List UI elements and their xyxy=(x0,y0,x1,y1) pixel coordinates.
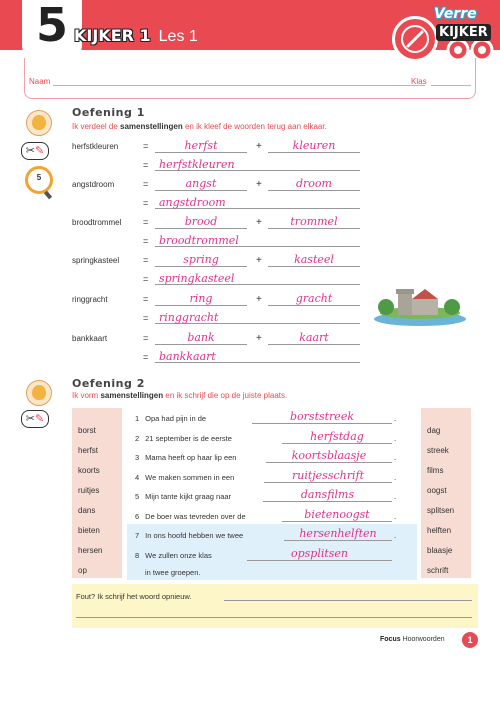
equals-sign: = xyxy=(143,294,149,304)
lesson-label: Les 1 xyxy=(158,28,198,45)
sentence-answer[interactable]: opsplitsen xyxy=(247,548,392,561)
sentence-8-continuation: in twee groepen. xyxy=(145,568,201,577)
compound-word: bankkaart xyxy=(72,334,108,343)
compound-word: angstdroom xyxy=(72,180,115,189)
right-word: films xyxy=(427,466,444,475)
sentence-answer[interactable]: bietenoogst xyxy=(282,509,392,522)
left-word: borst xyxy=(78,426,96,435)
exercise1-title: Oefening 1 xyxy=(72,106,145,119)
answer-part2[interactable]: kleuren xyxy=(268,140,360,153)
equals-sign: = xyxy=(143,217,149,227)
scissors-pencil-icon: ✂✎ xyxy=(21,142,49,160)
sentence-answer[interactable]: herfstdag xyxy=(282,431,392,444)
answer-joined[interactable]: ringgracht xyxy=(155,312,360,324)
sentence xyxy=(135,551,212,560)
right-word: streek xyxy=(427,446,449,455)
right-word: helften xyxy=(427,526,452,535)
answer-part1[interactable]: spring xyxy=(155,254,247,267)
answer-part1[interactable]: herfst xyxy=(155,140,247,153)
footer-focus: Focus xyxy=(380,636,401,643)
left-word-box xyxy=(72,408,122,578)
lesson-number-badge xyxy=(22,0,82,56)
answer-joined[interactable]: springkasteel xyxy=(155,273,360,285)
sentence-text: Mijn tante kijkt graag naar xyxy=(145,492,232,501)
compound-word: springkasteel xyxy=(72,256,120,265)
sentence-text: Opa had pijn in de xyxy=(145,414,207,423)
sentence-number: 1 xyxy=(135,414,140,423)
verrekijker-logo xyxy=(432,4,496,66)
answer-part1[interactable]: brood xyxy=(155,216,247,229)
answer-joined[interactable]: bankkaart xyxy=(155,351,360,363)
logo-text-2: KIJKER xyxy=(436,24,491,41)
sentence-period: . xyxy=(394,433,397,443)
right-word: schrift xyxy=(427,566,449,575)
answer-joined[interactable]: broodtrommel xyxy=(155,235,360,247)
right-word: dag xyxy=(427,426,441,435)
lesson-number: 5 xyxy=(35,0,68,52)
page-number: 1 xyxy=(462,632,478,648)
sentence-answer[interactable]: hersenhelften xyxy=(284,528,392,541)
left-word: dans xyxy=(78,506,96,515)
equals-sign: = xyxy=(143,333,149,343)
left-word: hersen xyxy=(78,546,103,555)
sentence-number: 5 xyxy=(135,492,140,501)
equals-sign: = xyxy=(143,236,149,246)
sentence-text: 21 september is de eerste xyxy=(145,433,232,443)
compound-word: broodtrommel xyxy=(72,218,122,227)
answer-part2[interactable]: kaart xyxy=(268,332,360,345)
sentence-answer[interactable]: ruitjesschrift xyxy=(264,470,392,483)
plus-sign: + xyxy=(256,294,262,305)
plus-sign: + xyxy=(256,217,262,228)
name-line[interactable] xyxy=(53,85,425,86)
sentence xyxy=(135,473,234,482)
lesson-title xyxy=(74,26,198,48)
right-word-box xyxy=(421,408,471,578)
sentence-period: . xyxy=(394,414,397,423)
sentence-period: . xyxy=(394,472,397,482)
sentence-text: We zullen onze klas xyxy=(145,550,212,560)
sentence xyxy=(135,434,232,443)
sentence-period: . xyxy=(394,453,397,462)
answer-part1[interactable]: ring xyxy=(155,293,247,306)
answer-part2[interactable]: droom xyxy=(268,178,360,191)
correction-line[interactable] xyxy=(224,600,472,601)
sentence-text: In ons hoofd hebben we twee xyxy=(145,531,244,540)
answer-joined[interactable]: angstdroom xyxy=(155,197,360,209)
sentence-answer[interactable]: dansfilms xyxy=(263,489,392,502)
sentence xyxy=(135,531,243,540)
equals-sign: = xyxy=(143,198,149,208)
answer-part1[interactable]: bank xyxy=(155,332,247,345)
equals-sign: = xyxy=(143,352,149,362)
section-label: KIJKER 1 xyxy=(74,26,151,45)
sentence xyxy=(135,512,246,521)
scissors-pencil-icon: ✂✎ xyxy=(21,410,49,428)
plus-sign: + xyxy=(256,179,262,190)
footer-topic: Hoorwoorden xyxy=(402,636,445,643)
child-head-icon xyxy=(26,380,52,406)
sentence-answer[interactable]: koortsblaasje xyxy=(266,450,392,463)
exercise2-instruction: Ik vorm samenstellingen en ik schrijf die op de juiste plaats. xyxy=(72,391,288,400)
sentence xyxy=(135,453,236,462)
sentence-number: 3 xyxy=(135,453,140,462)
sentence xyxy=(135,414,206,423)
correction-line[interactable] xyxy=(76,617,472,618)
correction-label: Fout? Ik schrijf het woord opnieuw. xyxy=(76,592,192,601)
answer-part2[interactable]: trommel xyxy=(268,216,360,229)
answer-joined[interactable]: herfstkleuren xyxy=(155,159,360,171)
child-head-icon xyxy=(26,110,52,136)
left-word: ruitjes xyxy=(78,486,100,495)
castle-illustration xyxy=(372,283,468,327)
name-bar xyxy=(24,58,476,99)
compound-word: ringgracht xyxy=(72,295,108,304)
right-word: oogst xyxy=(427,486,447,495)
right-word: splitsen xyxy=(427,506,455,515)
equals-sign: = xyxy=(143,255,149,265)
class-label: Klas xyxy=(411,77,427,86)
plus-sign: + xyxy=(256,255,262,266)
sentence-text: De boer was tevreden over de xyxy=(145,511,246,521)
sentence-period: . xyxy=(394,492,397,501)
sentence-number: 4 xyxy=(135,472,140,482)
name-label: Naam xyxy=(29,77,51,86)
left-word: herfst xyxy=(78,446,99,455)
class-line[interactable] xyxy=(431,85,471,86)
answer-part2[interactable]: gracht xyxy=(268,293,360,306)
sentence-period: . xyxy=(394,511,397,521)
answer-part2[interactable]: kasteel xyxy=(268,254,360,267)
plus-sign: + xyxy=(256,141,262,152)
equals-sign: = xyxy=(143,179,149,189)
equals-sign: = xyxy=(143,274,149,284)
equals-sign: = xyxy=(143,160,149,170)
sentence-number: 8 xyxy=(135,550,140,560)
timer-number: 5 xyxy=(36,173,42,182)
plus-sign: + xyxy=(256,333,262,344)
exercise1-instruction: Ik verdeel de samenstellingen en ik kleef de woorden terug aan elkaar. xyxy=(72,122,327,131)
sentence-answer[interactable]: borststreek xyxy=(252,411,392,424)
equals-sign: = xyxy=(143,313,149,323)
compound-word: herfstkleuren xyxy=(72,142,119,151)
sentence-number: 7 xyxy=(135,531,140,540)
answer-part1[interactable]: angst xyxy=(155,178,247,191)
sentence-number: 6 xyxy=(135,511,140,521)
right-word: blaasje xyxy=(427,546,453,555)
exercise2-title: Oefening 2 xyxy=(72,377,145,390)
left-word: bieten xyxy=(78,526,100,535)
magnifier-icon xyxy=(25,166,53,194)
sentence-text: We maken sommen in een xyxy=(145,472,235,482)
footer xyxy=(380,636,445,643)
sentence-period: . xyxy=(394,531,397,540)
sentence xyxy=(135,492,231,501)
sentence-text: Mama heeft op haar lip een xyxy=(145,453,237,462)
logo-text-1: Verre xyxy=(434,6,477,22)
left-word: op xyxy=(78,566,87,575)
correction-box xyxy=(72,584,478,628)
sentence-number: 2 xyxy=(135,433,140,443)
equals-sign: = xyxy=(143,141,149,151)
left-word: koorts xyxy=(78,466,100,475)
